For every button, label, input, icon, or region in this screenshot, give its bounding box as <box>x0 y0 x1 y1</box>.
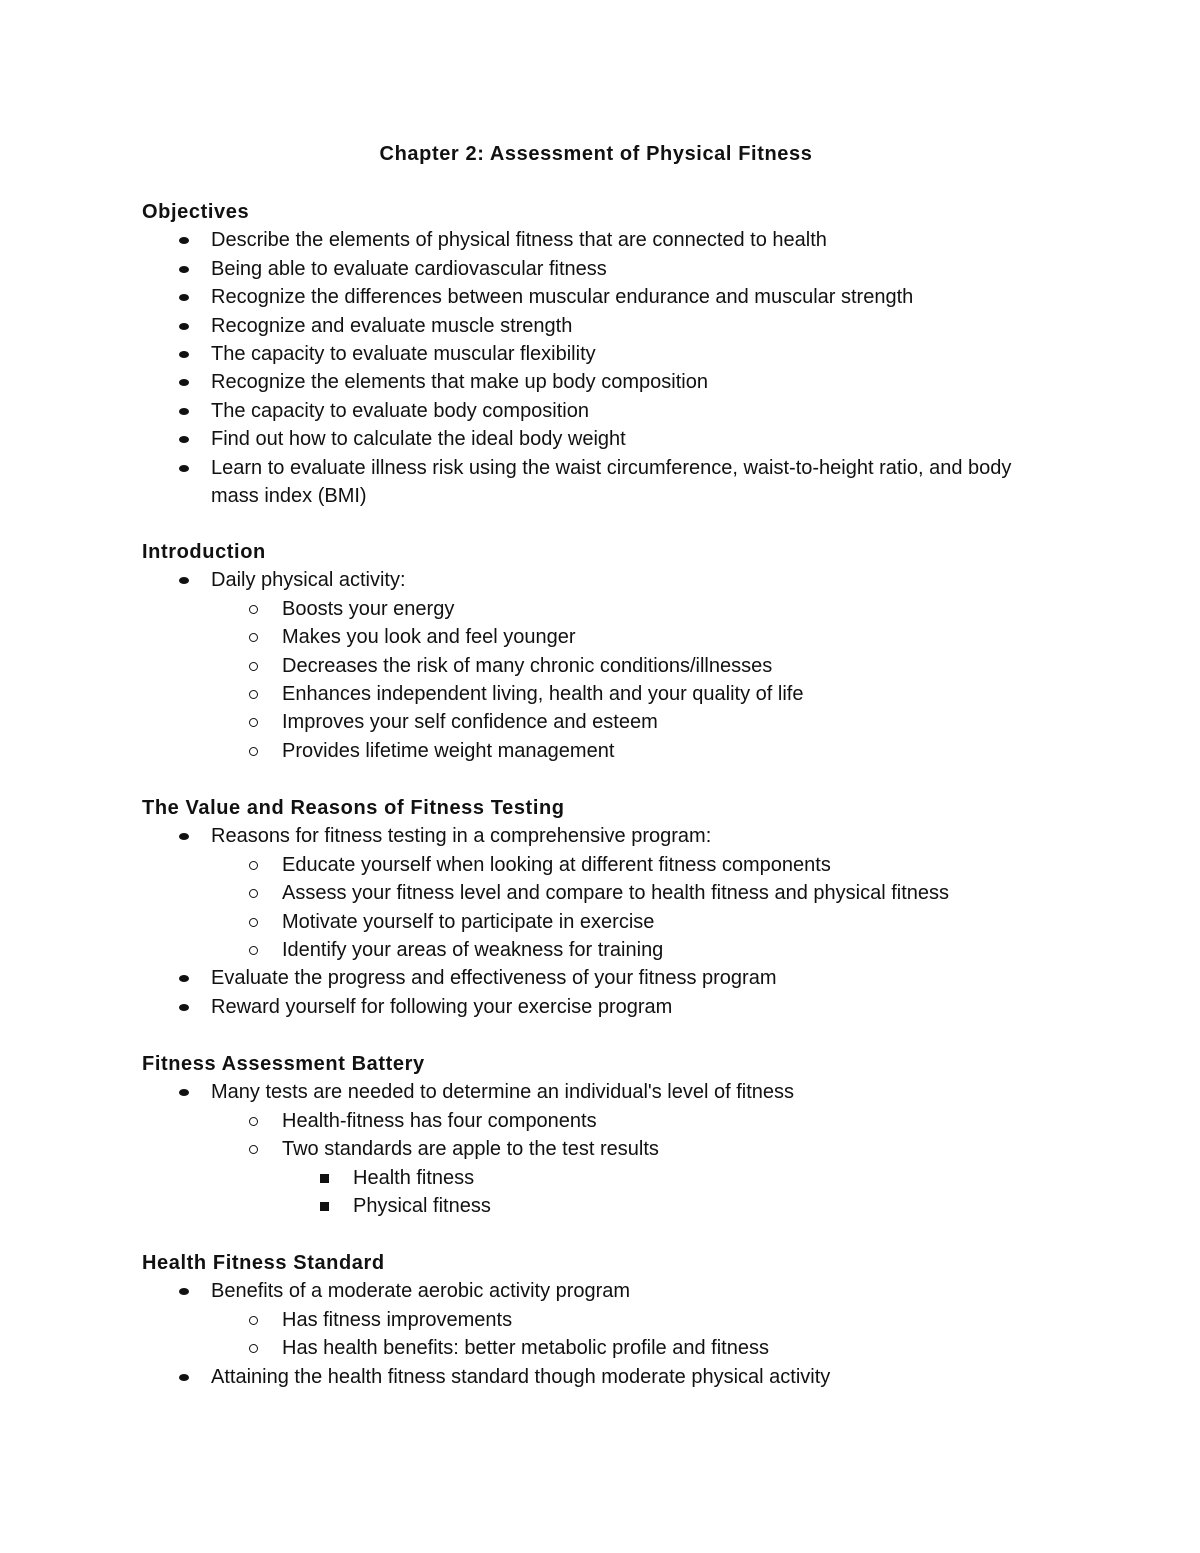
bullet-square-icon <box>320 1174 329 1183</box>
bullet-disc-icon <box>179 1004 189 1011</box>
list-item: Reward yourself for following your exercise program <box>142 993 1062 1021</box>
list-item: Educate yourself when looking at different fitness components <box>211 851 1062 879</box>
value-reasons-list <box>142 822 1062 1021</box>
sub-sub-list <box>282 1164 1062 1221</box>
bullet-circle-icon <box>249 718 258 727</box>
bullet-disc-icon <box>179 975 189 982</box>
bullet-disc-icon <box>179 323 189 330</box>
list-item: Evaluate the progress and effectiveness of your fitness program <box>142 964 1062 992</box>
bullet-disc-icon <box>179 465 189 472</box>
bullet-circle-icon <box>249 861 258 870</box>
health-standard-list <box>142 1277 1062 1391</box>
battery-list <box>142 1078 1062 1220</box>
section-assessment-battery <box>142 1050 1062 1220</box>
bullet-disc-icon <box>179 237 189 244</box>
section-heading: The Value and Reasons of Fitness Testing <box>142 797 565 819</box>
section-value-reasons <box>142 794 1062 1021</box>
bullet-square-icon <box>320 1202 329 1211</box>
objectives-list <box>142 226 1062 510</box>
bullet-circle-icon <box>249 690 258 699</box>
bullet-circle-icon <box>249 605 258 614</box>
list-item: Recognize the differences between muscular endurance and muscular strength <box>142 283 1062 311</box>
bullet-disc-icon <box>179 351 189 358</box>
list-item: Decreases the risk of many chronic conditions/illnesses <box>211 652 1062 680</box>
list-item: Assess your fitness level and compare to health fitness and physical fitness <box>211 879 1062 907</box>
bullet-disc-icon <box>179 1374 189 1381</box>
list-item: Physical fitness <box>282 1192 1062 1220</box>
list-item: Enhances independent living, health and your quality of life <box>211 680 1062 708</box>
list-item: Motivate yourself to participate in exercise <box>211 908 1062 936</box>
bullet-disc-icon <box>179 379 189 386</box>
list-item: Describe the elements of physical fitness that are connected to health <box>142 226 1062 254</box>
introduction-list <box>142 566 1062 765</box>
bullet-disc-icon <box>179 833 189 840</box>
list-item: Provides lifetime weight management <box>211 737 1062 765</box>
section-heading: Objectives <box>142 201 250 223</box>
bullet-circle-icon <box>249 889 258 898</box>
bullet-disc-icon <box>179 436 189 443</box>
list-item: Two standards are apple to the test results Health fitness Physical fitness <box>211 1135 1062 1220</box>
section-heading: Introduction <box>142 541 266 563</box>
section-objectives <box>142 198 1062 510</box>
list-item: Improves your self confidence and esteem <box>211 708 1062 736</box>
sub-list <box>211 851 1062 965</box>
bullet-circle-icon <box>249 1344 258 1353</box>
section-heading: Fitness Assessment Battery <box>142 1053 425 1075</box>
bullet-circle-icon <box>249 1316 258 1325</box>
list-item: Learn to evaluate illness risk using the waist circumference, waist-to-height ratio, and body mass index (BMI) <box>142 454 1062 511</box>
list-item: Identify your areas of weakness for training <box>211 936 1062 964</box>
bullet-disc-icon <box>179 408 189 415</box>
list-item: Recognize and evaluate muscle strength <box>142 312 1062 340</box>
sub-list <box>211 1107 1062 1221</box>
bullet-disc-icon <box>179 577 189 584</box>
list-item: Has health benefits: better metabolic profile and fitness <box>211 1334 1062 1362</box>
bullet-disc-icon <box>179 1288 189 1295</box>
list-item: Find out how to calculate the ideal body weight <box>142 425 1062 453</box>
bullet-circle-icon <box>249 1145 258 1154</box>
list-item: Being able to evaluate cardiovascular fitness <box>142 255 1062 283</box>
bullet-disc-icon <box>179 294 189 301</box>
bullet-circle-icon <box>249 1117 258 1126</box>
bullet-circle-icon <box>249 747 258 756</box>
sub-list <box>211 1306 1062 1363</box>
list-item: Recognize the elements that make up body composition <box>142 368 1062 396</box>
page-title: Chapter 2: Assessment of Physical Fitness <box>379 143 813 165</box>
list-item: Health fitness <box>282 1164 1062 1192</box>
list-item: Attaining the health fitness standard though moderate physical activity <box>142 1363 1062 1391</box>
bullet-circle-icon <box>249 633 258 642</box>
section-heading: Health Fitness Standard <box>142 1252 385 1274</box>
bullet-circle-icon <box>249 662 258 671</box>
bullet-circle-icon <box>249 918 258 927</box>
sub-list <box>211 595 1062 765</box>
bullet-disc-icon <box>179 266 189 273</box>
list-item: Boosts your energy <box>211 595 1062 623</box>
bullet-circle-icon <box>249 946 258 955</box>
list-item: Many tests are needed to determine an individual's level of fitness Health-fitness has four components Two standards are apple to the test results Health fitness Physical fitness <box>142 1078 1062 1220</box>
list-item: The capacity to evaluate body composition <box>142 397 1062 425</box>
list-item: Daily physical activity: Boosts your energy Makes you look and feel younger Decreases the risk of many chronic conditions/illnesses Enhances independent living, health and your quality of life Improves your self confidence and esteem Provides lifetime weight management <box>142 566 1062 765</box>
list-item: Benefits of a moderate aerobic activity program Has fitness improvements Has health benefits: better metabolic profile and fitness <box>142 1277 1062 1362</box>
section-introduction <box>142 538 1062 765</box>
list-item: Makes you look and feel younger <box>211 623 1062 651</box>
section-health-fitness-standard <box>142 1249 1062 1391</box>
list-item: The capacity to evaluate muscular flexibility <box>142 340 1062 368</box>
list-item: Reasons for fitness testing in a comprehensive program: Educate yourself when looking at different fitness components Assess your fitness level and compare to health fitness and physical fitness Motivate yourself to participate in exercise Identify your areas of weakness for training <box>142 822 1062 964</box>
list-item: Health-fitness has four components <box>211 1107 1062 1135</box>
list-item: Has fitness improvements <box>211 1306 1062 1334</box>
bullet-disc-icon <box>179 1089 189 1096</box>
